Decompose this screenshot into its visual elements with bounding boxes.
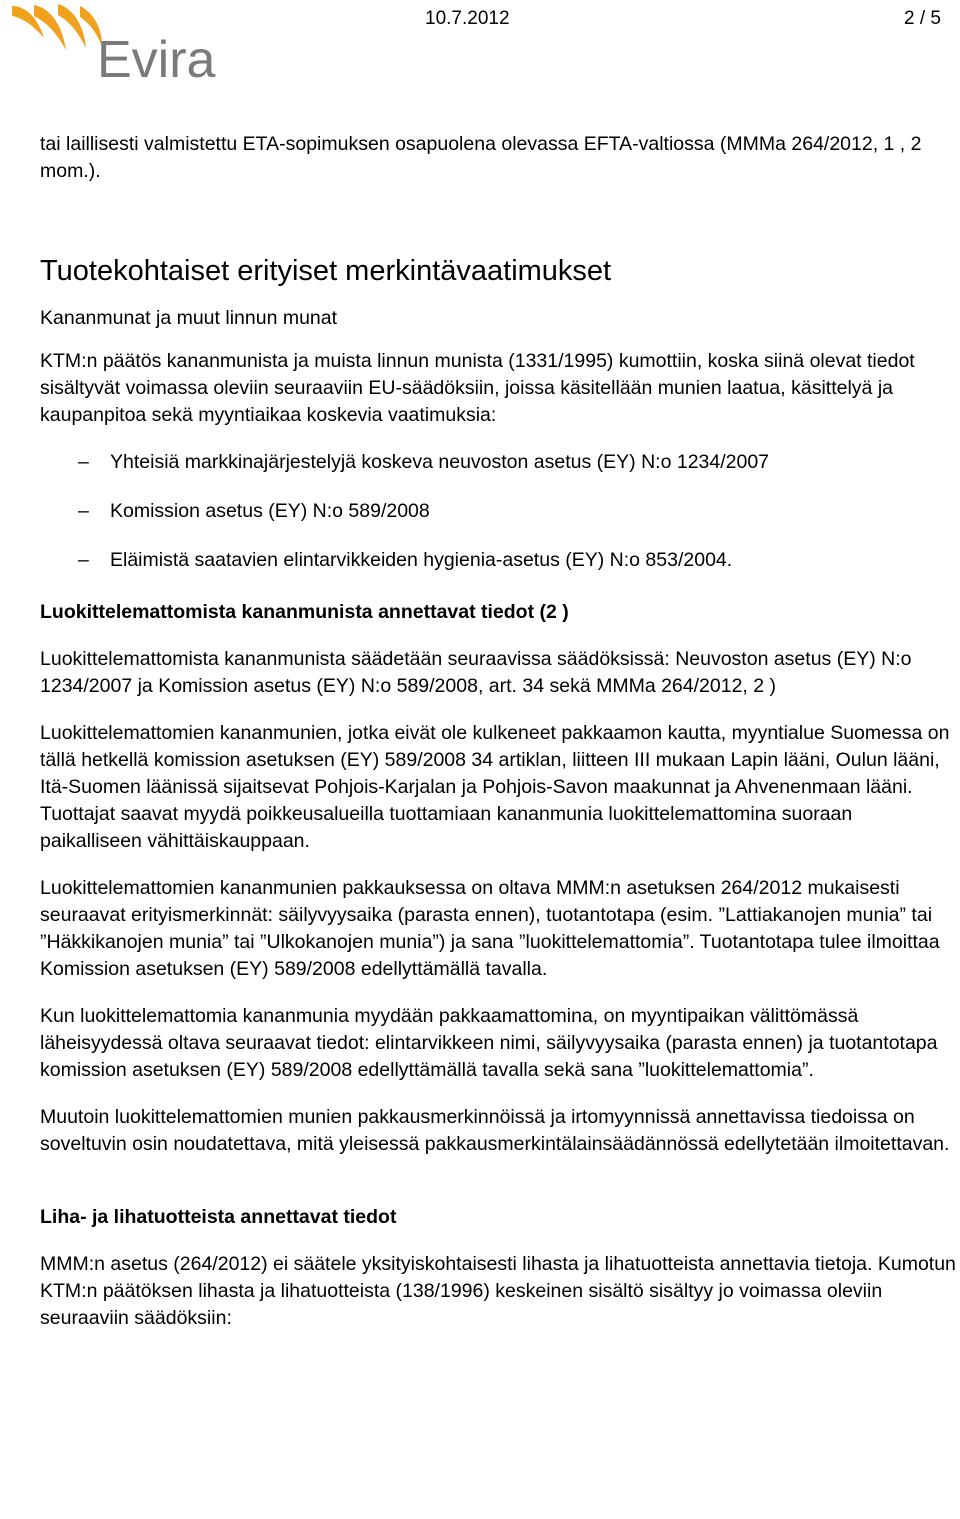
header-date: 10.7.2012 [425,8,510,29]
section-heading: Tuotekohtaiset erityiset merkintävaatimukset [40,255,612,287]
paragraph: Luokittelemattomien kananmunien, jotka eivät ole kulkeneet pakkaamon kautta, myyntialue Suomessa on tällä hetkellä komission asetuksen (EY) 589/2008 34 artiklan, liitteen III mukaan Lapin lääni, Oulun lääni, Itä-Suomen läänissä sijaitsevat Pohjois-Karjalan ja Pohjois-Savon maakunnat ja Ahvenenmaan lääni. Tuottajat saavat myydä poikkeusalueilla tuottamiaan kananmunia luokittelemattomina suoraan paikalliseen vähittäiskauppaan. [40,722,950,852]
list-item: – Komission asetus (EY) N:o 589/2008 [40,498,958,525]
subsection-heading-bold: Liha- ja lihatuotteista annettavat tiedot [40,1206,397,1228]
list-bullet: – [78,500,89,522]
list-bullet: – [78,549,89,571]
header-page-number: 2 / 5 [904,8,941,29]
list-item: – Eläimistä saatavien elintarvikkeiden hygienia-asetus (EY) N:o 853/2004. [40,547,958,574]
paragraph: Kun luokittelemattomia kananmunia myydään pakkaamattomina, on myyntipaikan välittömässä läheisyydessä oltava seuraavat tiedot: elintarvikkeen nimi, säilyvyysaika (parasta ennen) ja tuotantotapa komission asetuksen (EY) 589/2008 edellyttämällä tavalla sekä sana ”luokittelemattomia”. [40,1005,938,1081]
logo-text: Evira [97,31,216,82]
paragraph: Luokittelemattomista kananmunista säädetään seuraavissa säädöksissä: Neuvoston asetus (EY) N:o 1234/2007 ja Komission asetus (EY) N:o 589/2008, art. 34 sekä MMMa 264/2012, 2 ) [40,648,912,697]
list-item: – Yhteisiä markkinajärjestelyjä koskeva neuvoston asetus (EY) N:o 1234/2007 [40,449,958,476]
subsection-heading-bold: Luokittelemattomista kananmunista annettavat tiedot (2 ) [40,601,569,623]
evira-logo-mark [12,4,102,50]
document-body [40,131,958,1332]
ktm-paragraph: KTM:n päätös kananmunista ja muista linnun munista (1331/1995) kumottiin, koska siinä olevat tiedot sisältyvät voimassa oleviin seuraaviin EU-säädöksiin, joissa käsitellään munien laatua, käsittelyä ja kaupanpitoa sekä myyntiaikaa koskevia vaatimuksia: [40,350,915,426]
paragraph: MMM:n asetus (264/2012) ei säätele yksityiskohtaisesti lihasta ja lihatuotteista annettavia tietoja. Kumotun KTM:n päätöksen lihasta ja lihatuotteista (138/1996) keskeinen sisältö sisältyy jo voimassa oleviin seuraaviin säädöksiin: [40,1253,956,1329]
paragraph: Luokittelemattomien kananmunien pakkauksessa on oltava MMM:n asetuksen 264/2012 mukaisesti seuraavat erityismerkinnät: säilyvyysaika (parasta ennen), tuotantotapa (esim. ”Lattiakanojen munia” tai ”Häkkikanojen munia” tai ”Ulkokanojen munia”) ja sana ”luokittelemattomia”. Tuotantotapa tulee ilmoittaa Komission asetuksen (EY) 589/2008 edellyttämällä tavalla. [40,877,940,980]
paragraph: Muutoin luokittelemattomien munien pakkausmerkinnöissä ja irtomyynnissä annettavissa tiedoissa on soveltuvin osin noudatettava, mitä yleisessä pakkausmerkintälainsäädännössä edellytetään ilmoitettavan. [40,1106,950,1155]
subsection-heading: Kananmunat ja muut linnun munat [40,307,338,329]
regulation-list [40,449,958,574]
evira-logo [4,2,262,82]
intro-paragraph: tai laillisesti valmistettu ETA-sopimuksen osapuolena olevassa EFTA-valtiossa (MMMa 264/2012, 1 , 2 mom.). [40,133,922,182]
list-bullet: – [78,451,89,473]
